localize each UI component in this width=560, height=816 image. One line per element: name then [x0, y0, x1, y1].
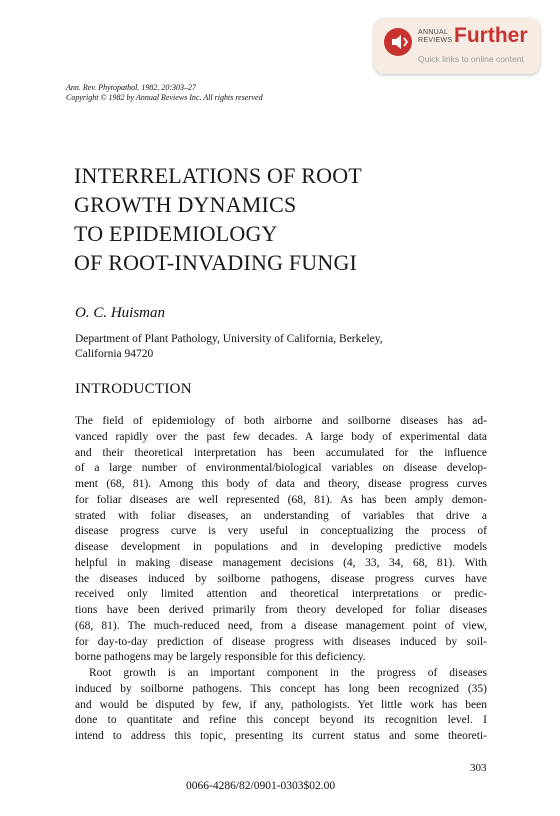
- body-line: ment (68, 81). Among this body of data and theory, disease progress curves: [75, 478, 487, 490]
- annual-reviews-logo-text: [418, 29, 452, 45]
- article-identifier: 0066-4286/82/0901-0303$02.00: [186, 780, 336, 792]
- further-label: Further: [454, 24, 528, 47]
- body-line: and would be disputed by few, if any, pathologists. Yet little work has been: [75, 698, 487, 711]
- body-line: intend to address this topic, presenting its current status and some theoreti-: [75, 730, 487, 742]
- body-line: strated with foliar diseases, an understanding of variables that drive a: [75, 509, 487, 522]
- quick-links-label[interactable]: Quick links to online content: [418, 54, 524, 64]
- badge-line1: ANNUAL: [418, 29, 449, 36]
- journal-citation: [66, 83, 263, 103]
- affiliation-line: Department of Plant Pathology, University of California, Berkeley,: [75, 333, 383, 345]
- body-line: tions have been derived primarily from theory developed for foliar diseases: [75, 604, 487, 616]
- body-text: [75, 414, 487, 745]
- body-line: The field of epidemiology of both airborne and soilborne diseases has ad-: [75, 415, 487, 427]
- author-name: O. C. Huisman: [75, 305, 166, 321]
- title-line: INTERRELATIONS OF ROOT: [74, 163, 362, 188]
- title-line: GROWTH DYNAMICS: [74, 192, 297, 217]
- body-line: the diseases induced by soilborne pathogens, disease progress curves have: [75, 572, 487, 585]
- body-line: disease development in populations and in developing predictive models: [75, 541, 487, 553]
- body-line: done to quantitate and refine this concept beyond its recognition level. I: [75, 714, 487, 727]
- body-line: Root growth is an important component in the progress of diseases: [89, 667, 487, 679]
- citation-line: Ann. Rev. Phytopathol. 1982. 20:303–27: [66, 83, 197, 92]
- title-line: TO EPIDEMIOLOGY: [74, 221, 278, 246]
- body-line: disease progress curve is very useful in conceptualizing the process of: [75, 525, 487, 538]
- article-title: [74, 161, 362, 277]
- badge-line2: REVIEWS: [418, 37, 453, 44]
- body-line: borne pathogens may be largely responsible for this deficiency.: [75, 651, 366, 664]
- copyright-line: Copyright © 1982 by Annual Reviews Inc. All rights reserved: [66, 93, 263, 102]
- body-line: of a large number of environmental/biological variables on disease develop-: [75, 462, 487, 475]
- body-line: for foliar diseases are well represented (68, 81). As has been amply demon-: [75, 493, 487, 506]
- body-line: (68, 81). The much-reduced need, from a disease management point of view,: [75, 619, 487, 632]
- speaker-arrow-icon: [384, 28, 412, 56]
- author-affiliation: [75, 332, 383, 362]
- affiliation-line: California 94720: [75, 348, 154, 360]
- title-line: OF ROOT-INVADING FUNGI: [74, 250, 358, 275]
- section-heading: INTRODUCTION: [75, 381, 192, 397]
- body-line: received only limited attention and theoretical interpretations or predic-: [75, 588, 487, 601]
- page-number: 303: [470, 762, 487, 774]
- annual-reviews-further-badge[interactable]: [374, 18, 540, 74]
- body-line: vanced rapidly over the past few decades. A large body of experimental data: [75, 430, 487, 443]
- body-line: helpful in making disease management decisions (4, 33, 34, 68, 81). With: [75, 556, 487, 569]
- body-line: for day-to-day prediction of disease progress with diseases induced by soil-: [75, 635, 487, 648]
- body-line: induced by soilborne pathogens. This concept has long been recognized (35): [75, 682, 487, 695]
- body-line: and their theoretical interpretation has been accumulated for the influence: [75, 446, 487, 459]
